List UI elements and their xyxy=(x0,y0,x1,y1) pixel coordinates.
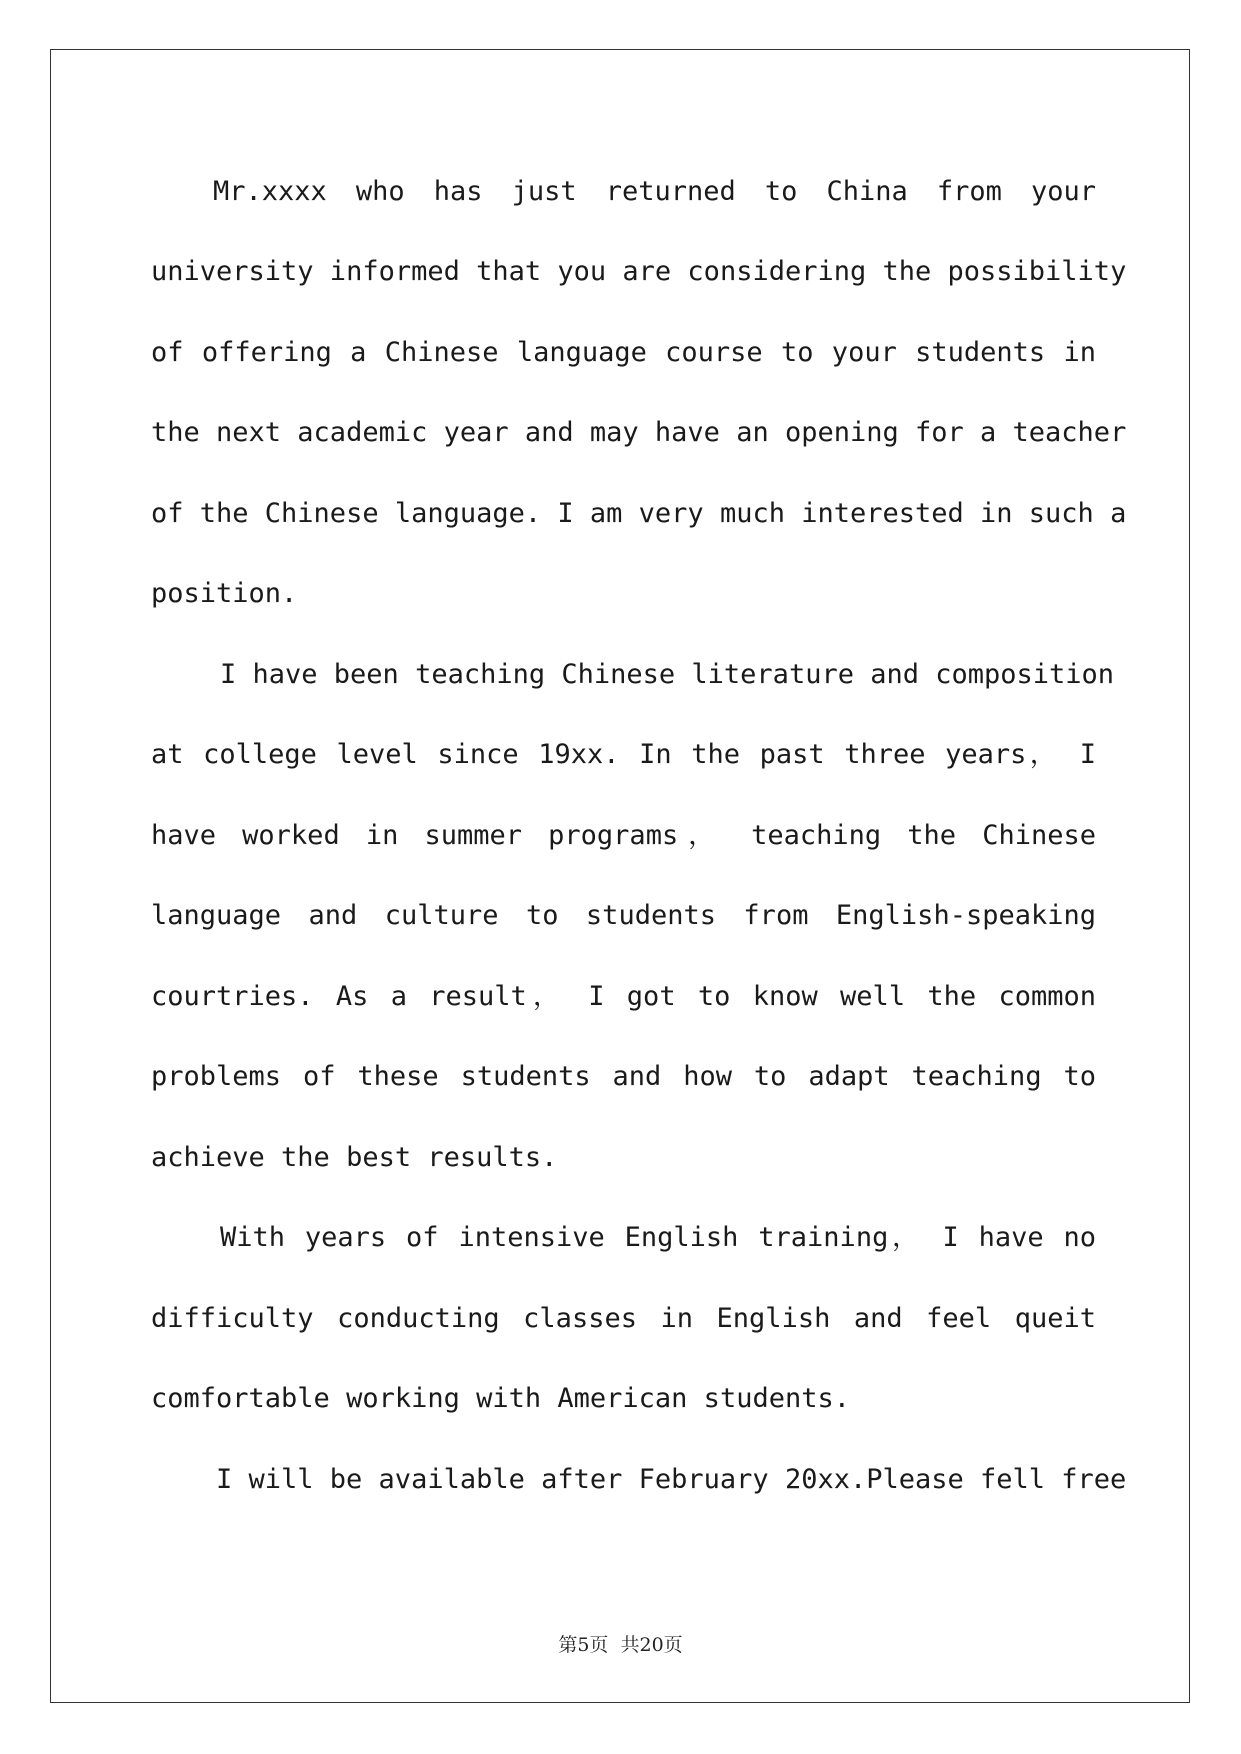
body-line: language and culture to students from English-speaking xyxy=(151,900,1096,931)
body-line: With years of intensive English training， I have no xyxy=(220,1222,1096,1253)
body-line: achieve the best results. xyxy=(151,1142,558,1173)
page-number-footer: 第5页 共20页 xyxy=(558,1634,683,1656)
body-line: university informed that you are considering the possibility xyxy=(151,256,1127,287)
body-line: courtries. As a result， I got to know well the common xyxy=(151,981,1096,1012)
body-line: Mr.xxxx who has just returned to China from your xyxy=(213,176,1096,207)
body-line: of offering a Chinese language course to your students in xyxy=(151,337,1096,368)
body-line: at college level since 19xx. In the past three years， I xyxy=(151,739,1096,770)
body-line: have worked in summer programs， teaching the Chinese xyxy=(151,820,1096,851)
body-line: the next academic year and may have an opening for a teacher xyxy=(151,417,1127,448)
page-border xyxy=(50,49,1190,1703)
body-line: problems of these students and how to adapt teaching to xyxy=(151,1061,1096,1092)
body-line: of the Chinese language. I am very much interested in such a xyxy=(151,498,1127,529)
body-line: comfortable working with American students. xyxy=(151,1383,850,1414)
body-line: I have been teaching Chinese literature and composition xyxy=(220,659,1115,690)
body-line: position. xyxy=(151,578,298,609)
body-line: difficulty conducting classes in English and feel queit xyxy=(151,1303,1096,1334)
body-line: I will be available after February 20xx.Please fell free xyxy=(216,1464,1127,1495)
